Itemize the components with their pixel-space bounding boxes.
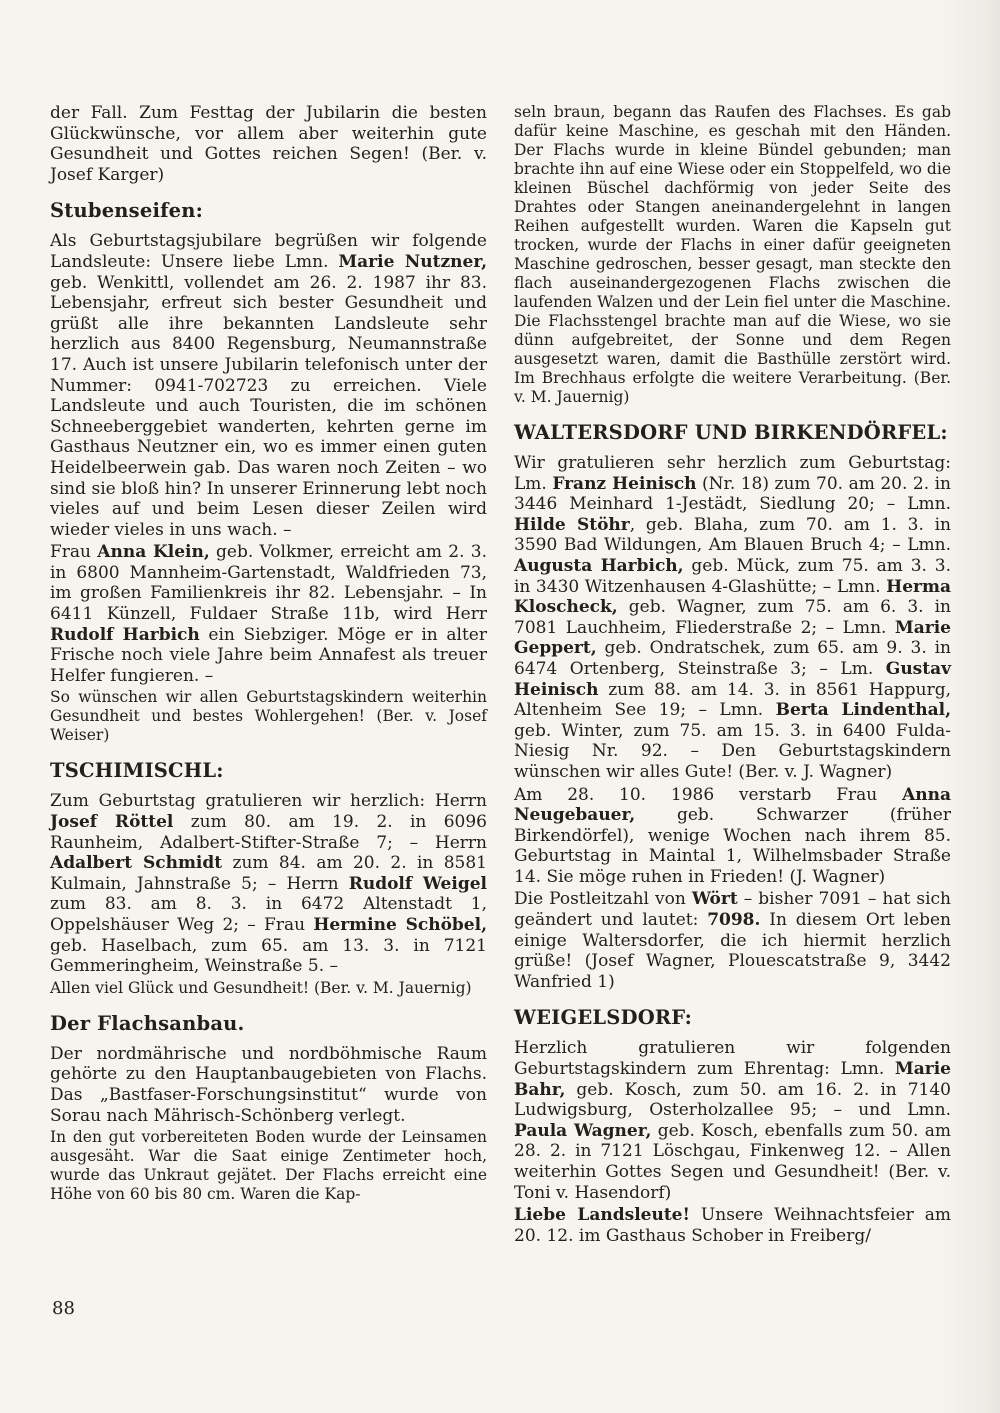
paragraph: Als Geburtstagsjubilare begrüßen wir folgende Landsleute: Unsere liebe Lmn. Marie Nutzner, geb. Wenkittl, vollendet am 26. 2. 1987 ihr 83. Lebensjahr, erfreut sich bester Gesundheit und grüßt alle ihre bekannten Landsleute sehr herzlich aus 8400 Regensburg, Neumannstraße 17. Auch ist unsere Jubilarin telefonisch unter der Nummer: 0941-702723 zu erreichen. Viele Landsleute und auch Touristen, die im schönen Schneeberggebiet wanderten, kehrten gerne im Gasthaus Neutzner ein, wo es immer einen guten Heidelbeerwein gab. Das waren noch Zeiten – wo sind sie bloß hin? In unserer Erinnerung lebt noch vieles auf und beim Lesen dieser Zeilen wird wieder vieles in uns wach. – [50,231,487,540]
bold-text: Paula Wagner, [514,1120,652,1141]
section-heading [514,1007,951,1029]
bold-text: Anna Neugebauer, [514,784,951,826]
bold-text: Hermine Schöbel, [313,915,487,935]
bold-text: Gustav Heinisch [514,658,951,700]
bold-text: Rudolf Harbich [50,624,200,645]
bold-text: WALTERSDORF UND BIRKENDÖRFEL: [514,421,948,444]
paragraph: Frau Anna Klein, geb. Volkmer, erreicht am 2. 3. in 6800 Mannheim-Gartenstadt, Waldfrieden 73, im großen Familienkreis ihr 82. Lebensjahr. – In 6411 Künzell, Fuldaer Straße 11b, wird Herr Rudolf Harbich ein Siebziger. Möge er in alter Frische noch viele Jahre beim Annafest als treuer Helfer fungieren. – [50,542,487,686]
section-heading [50,760,487,782]
bold-text: Rudolf Weigel [348,873,487,894]
bold-text: Anna Klein, [97,542,210,563]
paragraph: In den gut vorbereiteten Boden wurde der Leinsamen ausgesäht. War die Saat einige Zentimeter hoch, wurde das Unkraut gejätet. Der Flachs erreicht eine Höhe von 60 bis 80 cm. Waren die Kap- [50,1128,487,1204]
bold-text: Franz Heinisch [552,473,697,494]
bold-text: Marie Bahr, [514,1059,951,1100]
right-column [514,103,951,1248]
bold-text: Berta Lindenthal, [775,700,951,721]
section-heading [50,200,487,222]
bold-text: 7098. [707,910,761,931]
paragraph: So wünschen wir allen Geburtstagskindern weiterhin Gesundheit und bestes Wohlergehen! (Ber. v. Josef Weiser) [50,688,487,745]
paragraph: seln braun, begann das Raufen des Flachses. Es gab dafür keine Maschine, es geschah mit den Händen. Der Flachs wurde in kleine Bündel gebunden; man brachte ihn auf eine Wiese oder ein Stoppelfeld, wo die kleinen Büschel dachförmig von jeder Seite des Drahtes oder Stangen aneinandergelehnt in langen Reihen aufgestellt wurden. Waren die Kapseln gut trocken, wurde der Flachs in einer dafür geeigneten Maschine gedroschen, besser gesagt, man steckte den flach auseinandergezogenen Flachs zwischen die laufenden Walzen und der Lein fiel unter die Maschine. Die Flachsstengel brachte man auf die Wiese, wo sie dünn aufgebreitet, der Sonne und dem Regen ausgesetzt waren, damit die Basthülle zerstört wird. Im Brechhaus erfolgte die weitere Verarbeitung. (Ber. v. M. Jauernig) [514,103,951,406]
bold-text: Der Flachsanbau. [50,1011,245,1035]
bold-text: Marie Nutzner, [338,251,487,272]
bold-text: WEIGELSDORF: [514,1006,693,1030]
paragraph: der Fall. Zum Festtag der Jubilarin die besten Glückwünsche, vor allem aber weiterhin gute Gesundheit und Gottes reichen Segen! (Ber. v. Josef Karger) [50,103,487,185]
bold-text: Wört [691,889,738,910]
bold-text: Josef Röttel [50,812,174,833]
paragraph: Der nordmährische und nordböhmische Raum gehörte zu den Hauptanbaugebieten von Flachs. Das „Bastfaser-Forschungsinstitut“ wurde von Sorau nach Mährisch-Schönberg verlegt. [50,1043,487,1126]
bold-text: Augusta Harbich, [514,555,684,576]
bold-text: Adalbert Schmidt [50,853,223,874]
bold-text: Liebe Landsleute! [514,1205,690,1226]
text-columns [50,103,951,1248]
paragraph: Am 28. 10. 1986 verstarb Frau Anna Neugebauer, geb. Schwarzer (früher Birkendörfel), wenige Wochen nach ihrem 85. Geburtstag in Maintal 1, Wilhelmsbader Straße 14. Sie möge ruhen in Frieden! (J. Wagner) [514,784,951,887]
bold-text: Herma Kloscheck, [514,576,951,618]
page-number: 88 [52,1298,75,1319]
paragraph: Zum Geburtstag gratulieren wir herzlich: Herrn Josef Röttel zum 80. am 19. 2. in 6096 Raunheim, Adalbert-Stifter-Straße 7; – Herrn Adalbert Schmidt zum 84. am 20. 2. in 8581 Kulmain, Jahnstraße 5; – Herrn Rudolf Weigel zum 83. am 8. 3. in 6472 Altenstadt 1, Oppelshäuser Weg 2; – Frau Hermine Schöbel, geb. Haselbach, zum 65. am 13. 3. in 7121 Gemmeringheim, Weinstraße 5. – [50,791,487,977]
section-heading [514,422,951,444]
section-heading [50,1013,487,1035]
bold-text: TSCHIMISCHL: [50,759,224,783]
paragraph: Herzlich gratulieren wir folgenden Geburtstagskindern zum Ehrentag: Lmn. Marie Bahr, geb. Kosch, zum 50. am 16. 2. in 7140 Ludwigsburg, Osterholzallee 95; – und Lmn. Paula Wagner, geb. Kosch, ebenfalls zum 50. am 28. 2. in 7121 Löschgau, Finkenweg 12. – Allen weiterhin Gottes Segen und Gesundheit! (Ber. v. Toni v. Hasendorf) [514,1038,951,1203]
paragraph: Allen viel Glück und Gesundheit! (Ber. v. M. Jauernig) [50,978,472,997]
paragraph: Liebe Landsleute! Unsere Weihnachtsfeier am 20. 12. im Gasthaus Schober in Freiberg/ [514,1205,951,1246]
bold-text: Marie Geppert, [514,617,951,659]
paragraph: Die Postleitzahl von Wört – bisher 7091 – hat sich geändert und lautet: 7098. In diesem Ort leben einige Waltersdorfer, die ich hiermit herzlich grüße! (Josef Wagner, Plouescatstraße 9, 3442 Wanfried 1) [514,889,951,992]
paragraph: Wir gratulieren sehr herzlich zum Geburtstag: Lm. Franz Heinisch (Nr. 18) zum 70. am 20. 2. in 3446 Meinhard 1-Jestädt, Siedlung 20; – Lmn. Hilde Stöhr, geb. Blaha, zum 70. am 1. 3. in 3590 Bad Wildungen, Am Blauen Bruch 4; – Lmn. Augusta Harbich, geb. Mück, zum 75. am 3. 3. in 3430 Witzenhausen 4-Glashütte; – Lmn. Herma Kloscheck, geb. Wagner, zum 75. am 6. 3. in 7081 Lauchheim, Fliederstraße 2; – Lmn. Marie Geppert, geb. Ondratschek, zum 65. am 9. 3. in 6474 Ortenberg, Steinstraße 3; – Lm. Gustav Heinisch zum 88. am 14. 3. in 8561 Happurg, Altenheim See 19; – Lmn. Berta Lindenthal, geb. Winter, zum 75. am 15. 3. in 6400 Fulda-Niesig Nr. 92. – Den Geburtstagskindern wünschen wir alles Gute! (Ber. v. J. Wagner) [514,453,952,782]
bold-text: Hilde Stöhr [514,514,630,535]
bold-text: Stubenseifen: [50,199,204,223]
left-column [50,103,487,1248]
